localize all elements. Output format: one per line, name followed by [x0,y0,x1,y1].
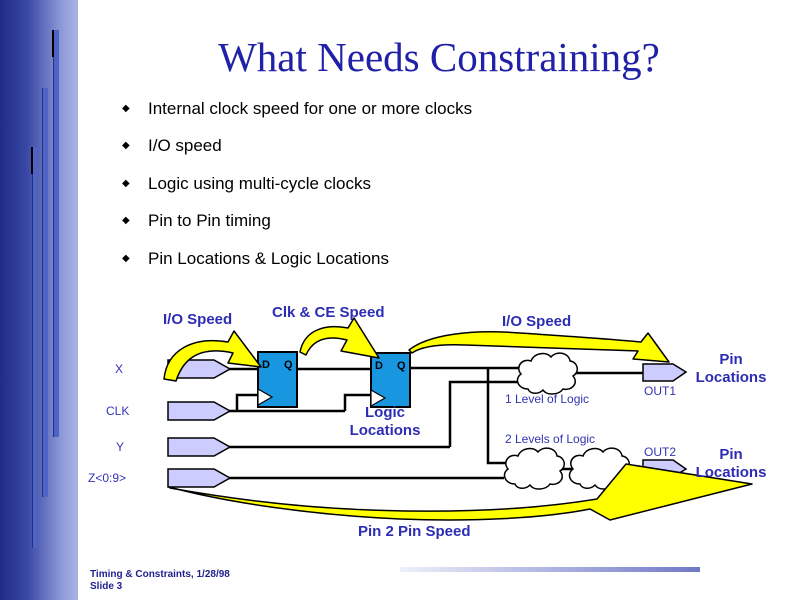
bullet-text: I/O speed [148,136,222,155]
io-speed-right-label: I/O Speed [502,313,572,330]
output-pin-out1 [643,364,686,381]
input-pin-z [168,469,230,487]
bullet-text: Logic using multi-cycle clocks [148,174,371,193]
output-label-out2: OUT2 [644,445,677,459]
clk-ce-speed-arrow [300,318,379,358]
bullet-text: Pin to Pin timing [148,211,271,230]
bullet-text: Pin Locations & Logic Locations [148,249,389,268]
flipflop2-d-port: D [375,360,383,372]
footer-line1: Timing & Constraints, 1/28/98 [90,569,230,580]
input-pin-y [168,438,230,456]
logic-cloud-one-level [517,353,577,394]
io-speed-left-label: I/O Speed [163,311,233,328]
pin-locations-top-label [681,351,781,387]
logic-cloud-two-levels-a [504,448,564,489]
slide-footer [90,569,230,593]
clk-ce-speed-label: Clk & CE Speed [272,304,385,321]
pin-locations-bottom-label [681,446,781,482]
flipflop2-q-port: Q [397,360,406,372]
input-label-y: Y [116,440,125,454]
diamond-bullet-icon: ◆ [122,103,130,114]
output-label-out1: OUT1 [644,384,677,398]
input-label-x: X [115,362,124,376]
pin-locations-bottom-line1: Pin [719,446,743,463]
input-label-z: Z<0:9> [88,471,127,485]
diamond-bullet-icon: ◆ [122,178,130,189]
flipflop1-q-port: Q [284,359,293,371]
one-level-of-logic-label: 1 Level of Logic [505,392,590,406]
pin-locations-top-line2: Locations [695,369,767,386]
slide-title: What Needs Constraining? [218,34,660,80]
diamond-bullet-icon: ◆ [122,253,130,264]
logic-locations-line1: Logic [365,404,405,421]
pin-to-pin-speed-arrow [169,464,752,520]
bullet-text: Internal clock speed for one or more clocks [148,99,473,118]
flipflop1-d-port: D [262,359,270,371]
diamond-bullet-icon: ◆ [122,215,130,226]
logic-locations-label [340,404,430,440]
footer-divider-bar [400,567,700,572]
input-label-clk: CLK [106,404,130,418]
input-pin-clk [168,402,230,420]
logic-locations-line2: Locations [349,422,421,439]
pin-locations-bottom-line2: Locations [695,464,767,481]
footer-line2: Slide 3 [90,581,123,592]
pin-locations-top-line1: Pin [719,351,743,368]
pin-to-pin-speed-label: Pin 2 Pin Speed [358,523,471,540]
two-levels-of-logic-label: 2 Levels of Logic [505,432,596,446]
diamond-bullet-icon: ◆ [122,140,130,151]
